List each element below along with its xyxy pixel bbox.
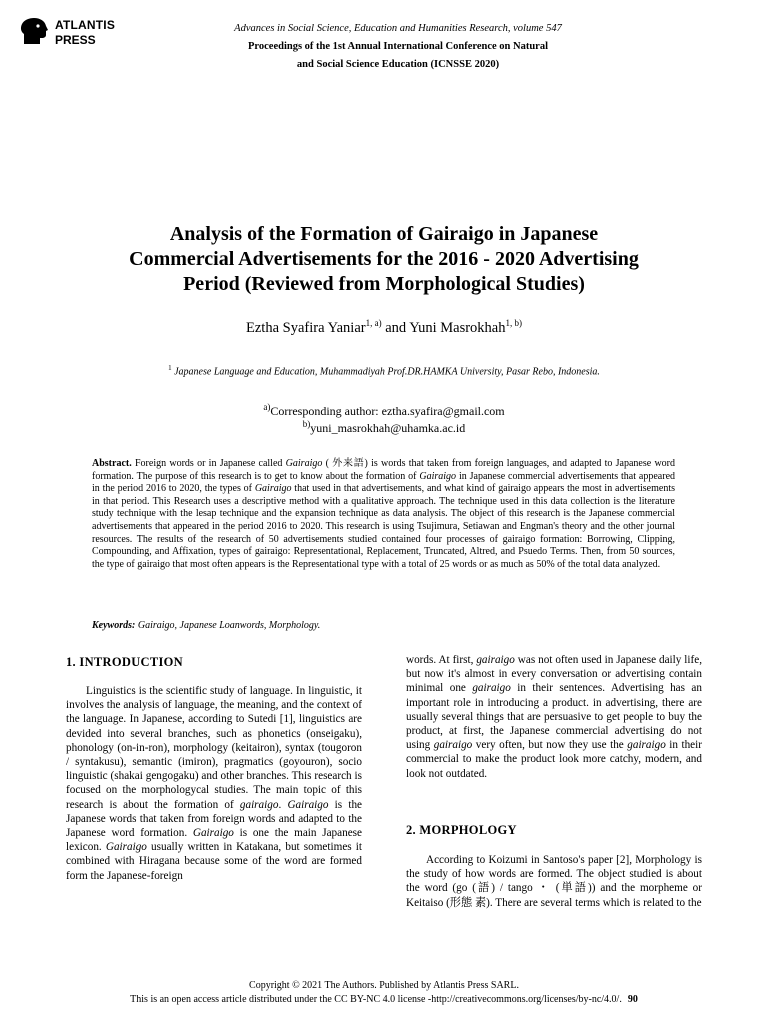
page-number: 90 xyxy=(627,994,638,1005)
body-text: Linguistics is the scientific study of language. In linguistic, it involves the analysis of language, the meaning, and the context of the language. In Japanese, according to Sutedi [1], linguistics are devided into several branches, such as phonetics (onseigaku), phonology (on-in-ron), morphology (keitairon), syntax (tougoron / syntakusu), semantic (imiron), pragmatics (goyouron), socio linguistic (shakai gengogaku) and other branches. This research is focused on the morphologycal studies. The main topic of this research is about the formation of xyxy=(66,685,362,811)
body-term: gairaigo xyxy=(239,798,279,811)
abstract-term: Gairaigo xyxy=(419,470,457,482)
section-heading-introduction: 1. INTRODUCTION xyxy=(66,655,184,669)
morphology-paragraph: According to Koizumi in Santoso's paper [2], Morphology is the study of how words are formed. The object studied is about the word (go (語) / tango ・ (単語)) and the morpheme or Keitaiso (形態 素). There are several terms which is related to the xyxy=(406,854,702,909)
proceedings-line1: Proceedings of the 1st Annual International Conference on Natural xyxy=(247,41,549,52)
author-2: and Yuni Masrokhah xyxy=(385,319,506,336)
abstract xyxy=(92,458,675,571)
proceedings-line2: and Social Science Education (ICNSSE 2020) xyxy=(296,59,500,70)
corr-b-sup: b) xyxy=(302,419,311,429)
copyright-notice: Copyright © 2021 The Authors. Published by Atlantis Press SARL. xyxy=(249,980,519,991)
abstract-term: Gairaigo xyxy=(285,458,323,469)
title-line1: Analysis of the Formation of Gairaigo in Japanese xyxy=(169,223,599,245)
body-text: usually written in Katakana, but sometimes it combined with Hiragana because some of the word are formed form the Japanese-foreign xyxy=(66,841,362,882)
section-heading-morphology: 2. MORPHOLOGY xyxy=(406,823,517,837)
body-text: is one the main Japanese lexicon. xyxy=(66,827,362,854)
body-text: was not often used in Japanese daily life, but now it's almost in every conversation or advertising contain minimal one xyxy=(406,654,702,695)
body-term: Gairaigo xyxy=(287,798,329,811)
license-text: This is an open access article distributed under the CC BY-NC 4.0 license -http://creativecommons.org/licenses/by-nc/4.0/. xyxy=(130,994,622,1005)
title-line3: Period (Reviewed from Morphological Studies) xyxy=(183,273,585,295)
body-text: in their commercial to make the product look more catchy, modern, and look not outdated. xyxy=(406,739,702,780)
abstract-text: that used in that advertisements, and what kind of gairaigo appears the most in advertisements in that period. This Research uses a descriptive method with a qualitative approach. The technique used in this data collection is the literature study technique with the lesap technique and the expansion technique as data analysis. The object of this research is the Japanese commercial advertisements that appeared in the period 2016 to 2020. This research is using Tsujimura, Setiawan and Engman's theory and the other journal resources. The results of the research of 50 advertisements studied contained four processes of gairaigo formation: Borrowing, Clipping, Compounding, and Affixation, types of gairaigo: Representational, Replacement, Truncated, Altred, and Psuedo Terms. Then, from 50 sources, the type of gairaigo that most often appears is the Representational type with a total of 25 words or as much as 50% of the total data analyzed. xyxy=(92,483,675,570)
paper-title xyxy=(60,222,708,297)
affiliation xyxy=(0,364,768,377)
keywords-label: Keywords: xyxy=(92,620,136,631)
publisher-name-line1: ATLANTIS xyxy=(55,18,116,32)
abstract-text: in Japanese commercial advertisements that appeared in the period 2016 to 2020, the types of xyxy=(92,470,676,495)
body-term: gairaigo xyxy=(627,739,666,752)
author-1: Eztha Syafira Yaniar xyxy=(246,319,366,336)
abstract-term: Gairaigo xyxy=(254,483,292,495)
abstract-label: Abstract. xyxy=(92,458,132,469)
abstract-text: Foreign words or in Japanese called xyxy=(135,458,286,469)
abstract-text: ( 外来語) is words that taken from foreign languages, and adapted to Japanese word formation. The purpose of this research is to get to know about the formation of xyxy=(92,458,676,482)
body-term: gairaigo xyxy=(476,654,515,666)
body-text: is the Japanese words that taken from foreign words and adapted to the Japanese word formation. xyxy=(66,798,362,840)
affiliation-sup: 1 xyxy=(168,364,172,372)
keywords-text: Gairaigo, Japanese Loanwords, Morphology. xyxy=(137,620,321,631)
author-2-sup: 1, b) xyxy=(505,318,522,328)
keywords xyxy=(92,620,320,631)
corr-b-text: yuni_masrokhah@uhamka.ac.id xyxy=(310,421,466,435)
body-text: . xyxy=(278,798,288,811)
body-term: gairaigo xyxy=(472,682,511,695)
series-title: Advances in Social Science, Education and Humanities Research, volume 547 xyxy=(234,23,562,34)
corresponding-author xyxy=(0,402,768,419)
author-1-sup: 1, a) xyxy=(365,318,382,328)
corr-a-text: Corresponding author: eztha.syafira@gmail.com xyxy=(270,404,505,418)
affiliation-text: Japanese Language and Education, Muhammadiyah Prof.DR.HAMKA University, Pasar Rebo, Indonesia. xyxy=(174,366,600,378)
body-term: gairaigo xyxy=(433,739,473,752)
body-text: words. At first, xyxy=(406,654,477,666)
second-author-email xyxy=(0,419,768,436)
body-term: Gairaigo xyxy=(192,827,234,840)
introduction-paragraph xyxy=(66,684,362,883)
license-notice xyxy=(0,994,768,1005)
body-text: very often, but now they use the xyxy=(472,739,628,752)
publisher-name-line2: PRESS xyxy=(55,33,96,47)
body-term: Gairaigo xyxy=(105,841,147,854)
author-list xyxy=(0,318,768,337)
introduction-continued xyxy=(406,653,702,781)
body-text: in their sentences. Advertising has an important role in introducing a product. in advertising, there are usually several things that are persuasive to get people to buy the product, at first, the Japanese commercial advertising do not using xyxy=(406,682,702,752)
title-line2: Commercial Advertisements for the 2016 - 2020 Advertising xyxy=(129,248,639,270)
corr-a-sup: a) xyxy=(263,402,271,412)
